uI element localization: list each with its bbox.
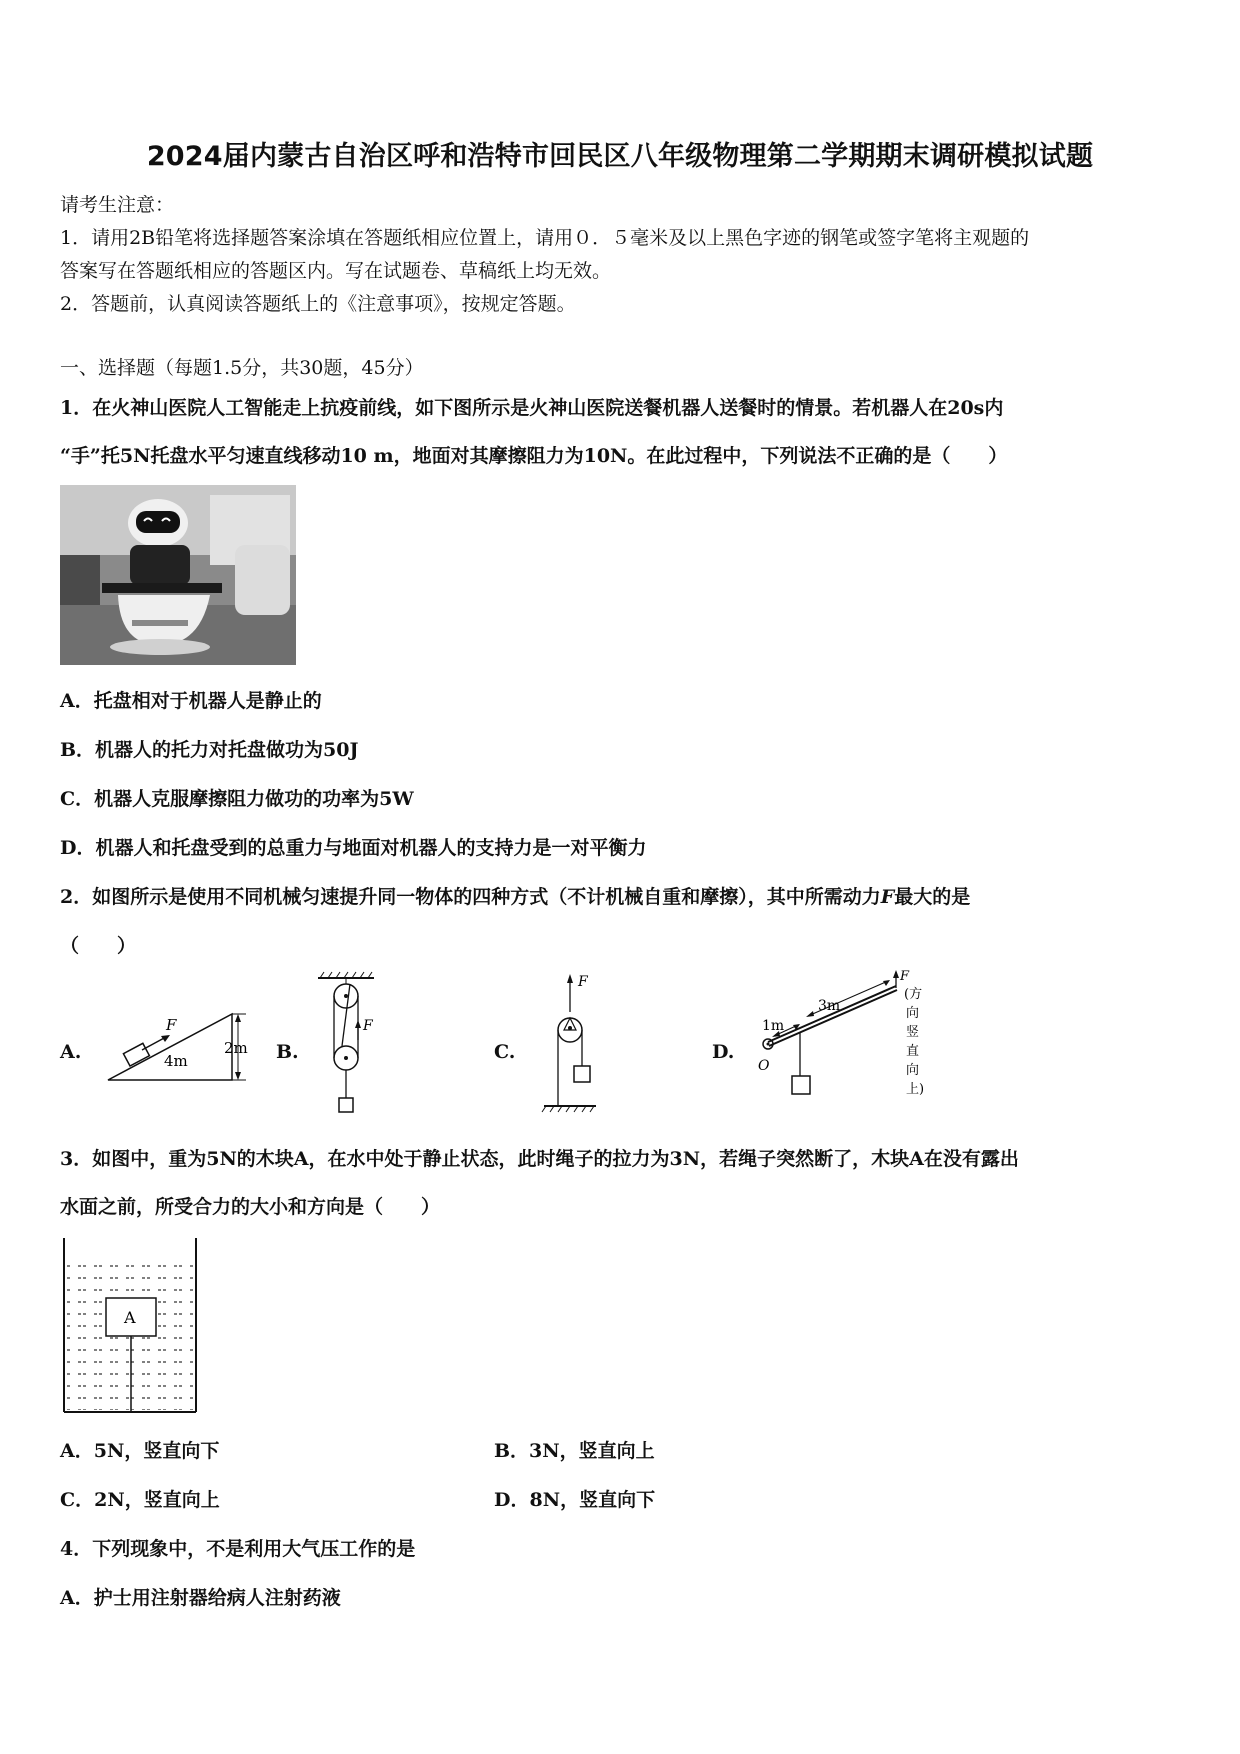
- q2-label-b: B.: [276, 1041, 299, 1063]
- lever-direction-note: [904, 987, 924, 1097]
- notice-line-1: 1．请用2B铅笔将选择题答案涂填在答题纸相应位置上，请用０．５毫米及以上黑色字迹的钢笔或签字笔将主观题的: [60, 227, 1030, 249]
- incline-force-label: F: [166, 1016, 177, 1034]
- q1-option-d: D．机器人和托盘受到的总重力与地面对机器人的支持力是一对平衡力: [60, 837, 647, 859]
- q1-option-a: A．托盘相对于机器人是静止的: [60, 690, 322, 712]
- incline-figure: [100, 1000, 260, 1090]
- section-heading: 一、选择题（每题1.5分，共30题，45分）: [60, 357, 424, 379]
- q1-option-c: C．机器人克服摩擦阻力做功的功率为5W: [60, 788, 414, 810]
- q2-label-d: D.: [712, 1041, 735, 1063]
- lever-short-arm-label: 1m: [762, 1018, 785, 1034]
- lever-force-label: F: [900, 970, 910, 984]
- q2-stem-cont: （ ）: [60, 935, 137, 957]
- robot-photo: [60, 485, 296, 665]
- q1-option-b: B．机器人的托力对托盘做功为50J: [60, 739, 359, 761]
- q2-label-a: A.: [60, 1041, 82, 1063]
- lever-note-1: (方: [904, 987, 923, 1002]
- notice-line-2: 2．答题前，认真阅读答题纸上的《注意事项》，按规定答题。: [60, 293, 576, 315]
- q2-stem-force: F: [880, 886, 895, 908]
- q3-option-d: D．8N，竖直向下: [494, 1489, 656, 1511]
- pulley-block-force-label: F: [363, 1018, 373, 1034]
- q2-label-c: C.: [494, 1041, 516, 1063]
- lever-note-5: 向: [906, 1063, 920, 1078]
- q4-option-a: A．护士用注射器给病人注射药液: [60, 1587, 341, 1609]
- q1-stem: 1．在火神山医院人工智能走上抗疫前线，如下图所示是火神山医院送餐机器人送餐时的情景。若机器人在20s内: [60, 397, 1004, 419]
- notice-line-1-cont: 答案写在答题纸相应的答题区内。写在试题卷、草稿纸上均无效。: [60, 260, 612, 282]
- lever-figure: [748, 970, 928, 1120]
- water-tank-figure: [60, 1236, 200, 1416]
- lever-note-4: 直: [906, 1044, 920, 1059]
- q1-stem-cont: “手”托5N托盘水平匀速直线移动10 m，地面对其摩擦阻力为10N。在此过程中，下列说法不正确的是（ ）: [60, 445, 1008, 467]
- movable-pulley-figure: [536, 970, 616, 1120]
- notice-heading: 请考生注意：: [60, 194, 175, 216]
- q3-option-a: A．5N，竖直向下: [60, 1440, 220, 1462]
- lever-pivot-label: O: [758, 1058, 770, 1074]
- q2-stem-text: 2．如图所示是使用不同机械匀速提升同一物体的四种方式（不计机械自重和摩擦），其中所需动力: [60, 886, 881, 908]
- page-title: 2024届内蒙古自治区呼和浩特市回民区八年级物理第二学期期末调研模拟试题: [146, 141, 1094, 172]
- pulley-block-figure: [308, 970, 388, 1120]
- q3-stem-cont: 水面之前，所受合力的大小和方向是（ ）: [60, 1196, 441, 1218]
- lever-note-2: 向: [906, 1006, 920, 1021]
- q3-stem: 3．如图中，重为5N的木块A，在水中处于静止状态，此时绳子的拉力为3N，若绳子突然断了，木块A在没有露出: [60, 1148, 1019, 1170]
- movable-pulley-force-label: F: [578, 974, 588, 990]
- incline-height-label: 2m: [224, 1039, 248, 1057]
- lever-long-arm-label: 3m: [818, 998, 841, 1014]
- q2-stem-text-end: 最大的是: [894, 886, 971, 908]
- q4-stem: 4．下列现象中，不是利用大气压工作的是: [60, 1538, 416, 1560]
- q3-option-b: B．3N，竖直向上: [494, 1440, 655, 1462]
- q3-option-c: C．2N，竖直向上: [60, 1489, 220, 1511]
- wooden-block-label: A: [124, 1308, 136, 1327]
- lever-note-6: 上): [906, 1082, 925, 1097]
- incline-slope-label: 4m: [164, 1052, 188, 1070]
- lever-note-3: 竖: [906, 1025, 920, 1040]
- q2-stem: [60, 882, 970, 909]
